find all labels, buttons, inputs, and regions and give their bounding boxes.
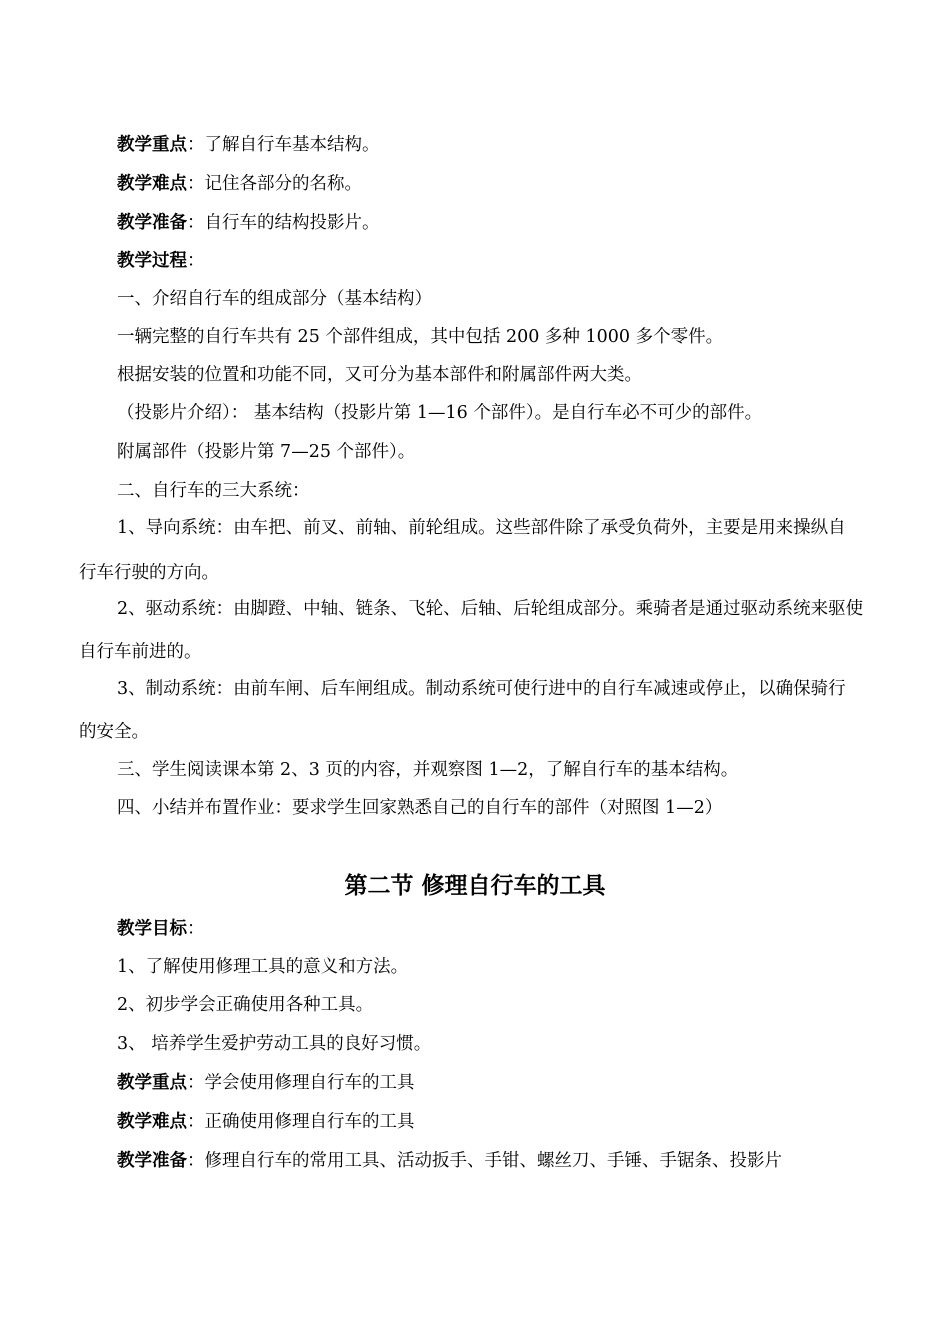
- line-label: 教学难点: [117, 174, 187, 194]
- line-text: ：: [187, 251, 205, 271]
- section-title: 第二节 修理自行车的工具: [344, 873, 606, 899]
- text-line: [0, 287, 950, 311]
- text-line: [0, 363, 950, 387]
- process-line: [0, 249, 950, 273]
- text-line: [0, 955, 950, 979]
- preparation-line: [0, 211, 950, 235]
- line-text: 自行车前进的。: [79, 642, 202, 662]
- line-text: 行车行驶的方向。: [79, 563, 219, 583]
- line-label: 教学难点: [117, 1112, 187, 1132]
- line-text: 一辆完整的自行车共有 25 个部件组成，其中包括 200 多种 1000 多个零件。: [117, 327, 724, 347]
- line-text: 1、导向系统：由车把、前叉、前轴、前轮组成。这些部件除了承受负荷外，主要是用来操纵自: [117, 518, 846, 538]
- line-text: 二、自行车的三大系统：: [117, 481, 310, 501]
- difficulty-line: [0, 1110, 950, 1134]
- line-text: ：了解自行车基本结构。: [187, 135, 380, 155]
- line-text: 2、驱动系统：由脚蹬、中轴、链条、飞轮、后轴、后轮组成部分。乘骑者是通过驱动系统来驱使: [117, 599, 864, 619]
- line-text: 三、学生阅读课本第 2、3 页的内容，并观察图 1—2，了解自行车的基本结构。: [117, 760, 739, 780]
- line-text: ：: [187, 919, 205, 939]
- line-label: 教学目标: [117, 919, 187, 939]
- paragraph-continuation: [0, 720, 950, 744]
- preparation-line: [0, 1149, 950, 1173]
- line-text: 一、介绍自行车的组成部分（基本结构）: [117, 289, 432, 309]
- line-label: 教学过程: [117, 251, 187, 271]
- line-text: 3、制动系统：由前车闸、后车闸组成。制动系统可使行进中的自行车减速或停止，以确保骑行: [117, 679, 846, 699]
- line-text: 的安全。: [79, 722, 149, 742]
- line-text: ：记住各部分的名称。: [187, 174, 362, 194]
- text-line: [0, 993, 950, 1017]
- key-point-line: [0, 1071, 950, 1095]
- text-line: [0, 325, 950, 349]
- line-text: 附属部件（投影片第 7—25 个部件）。: [117, 442, 416, 462]
- line-text: 根据安装的位置和功能不同，又可分为基本部件和附属部件两大类。: [117, 365, 642, 385]
- line-label: 教学准备: [117, 213, 187, 233]
- text-line: [0, 796, 950, 820]
- line-label: 教学准备: [117, 1151, 187, 1171]
- text-line: [0, 1032, 950, 1056]
- paragraph-continuation: [0, 640, 950, 664]
- key-point-line: [0, 133, 950, 157]
- text-line: [0, 479, 950, 503]
- line-text: 2、初步学会正确使用各种工具。: [117, 995, 374, 1015]
- text-line: [0, 401, 950, 425]
- line-text: 四、小结并布置作业：要求学生回家熟悉自己的自行车的部件（对照图 1—2）: [117, 798, 723, 818]
- line-text: （投影片介绍）： 基本结构（投影片第 1—16 个部件）。是自行车必不可少的部件。: [117, 403, 763, 423]
- line-label: 教学重点: [117, 1073, 187, 1093]
- objective-line: [0, 917, 950, 941]
- paragraph-continuation: [0, 561, 950, 585]
- line-text: 1、了解使用修理工具的意义和方法。: [117, 957, 409, 977]
- text-line: [0, 440, 950, 464]
- line-text: ：正确使用修理自行车的工具: [187, 1112, 415, 1132]
- line-text: 3、 培养学生爱护劳动工具的良好习惯。: [117, 1034, 432, 1054]
- line-text: ：学会使用修理自行车的工具: [187, 1073, 415, 1093]
- paragraph-first-line: [0, 597, 950, 621]
- paragraph-first-line: [0, 516, 950, 540]
- line-label: 教学重点: [117, 135, 187, 155]
- line-text: ：自行车的结构投影片。: [187, 213, 380, 233]
- difficulty-line: [0, 172, 950, 196]
- text-line: [0, 758, 950, 782]
- paragraph-first-line: [0, 677, 950, 701]
- line-text: ：修理自行车的常用工具、活动扳手、手钳、螺丝刀、手锤、手锯条、投影片: [187, 1151, 782, 1171]
